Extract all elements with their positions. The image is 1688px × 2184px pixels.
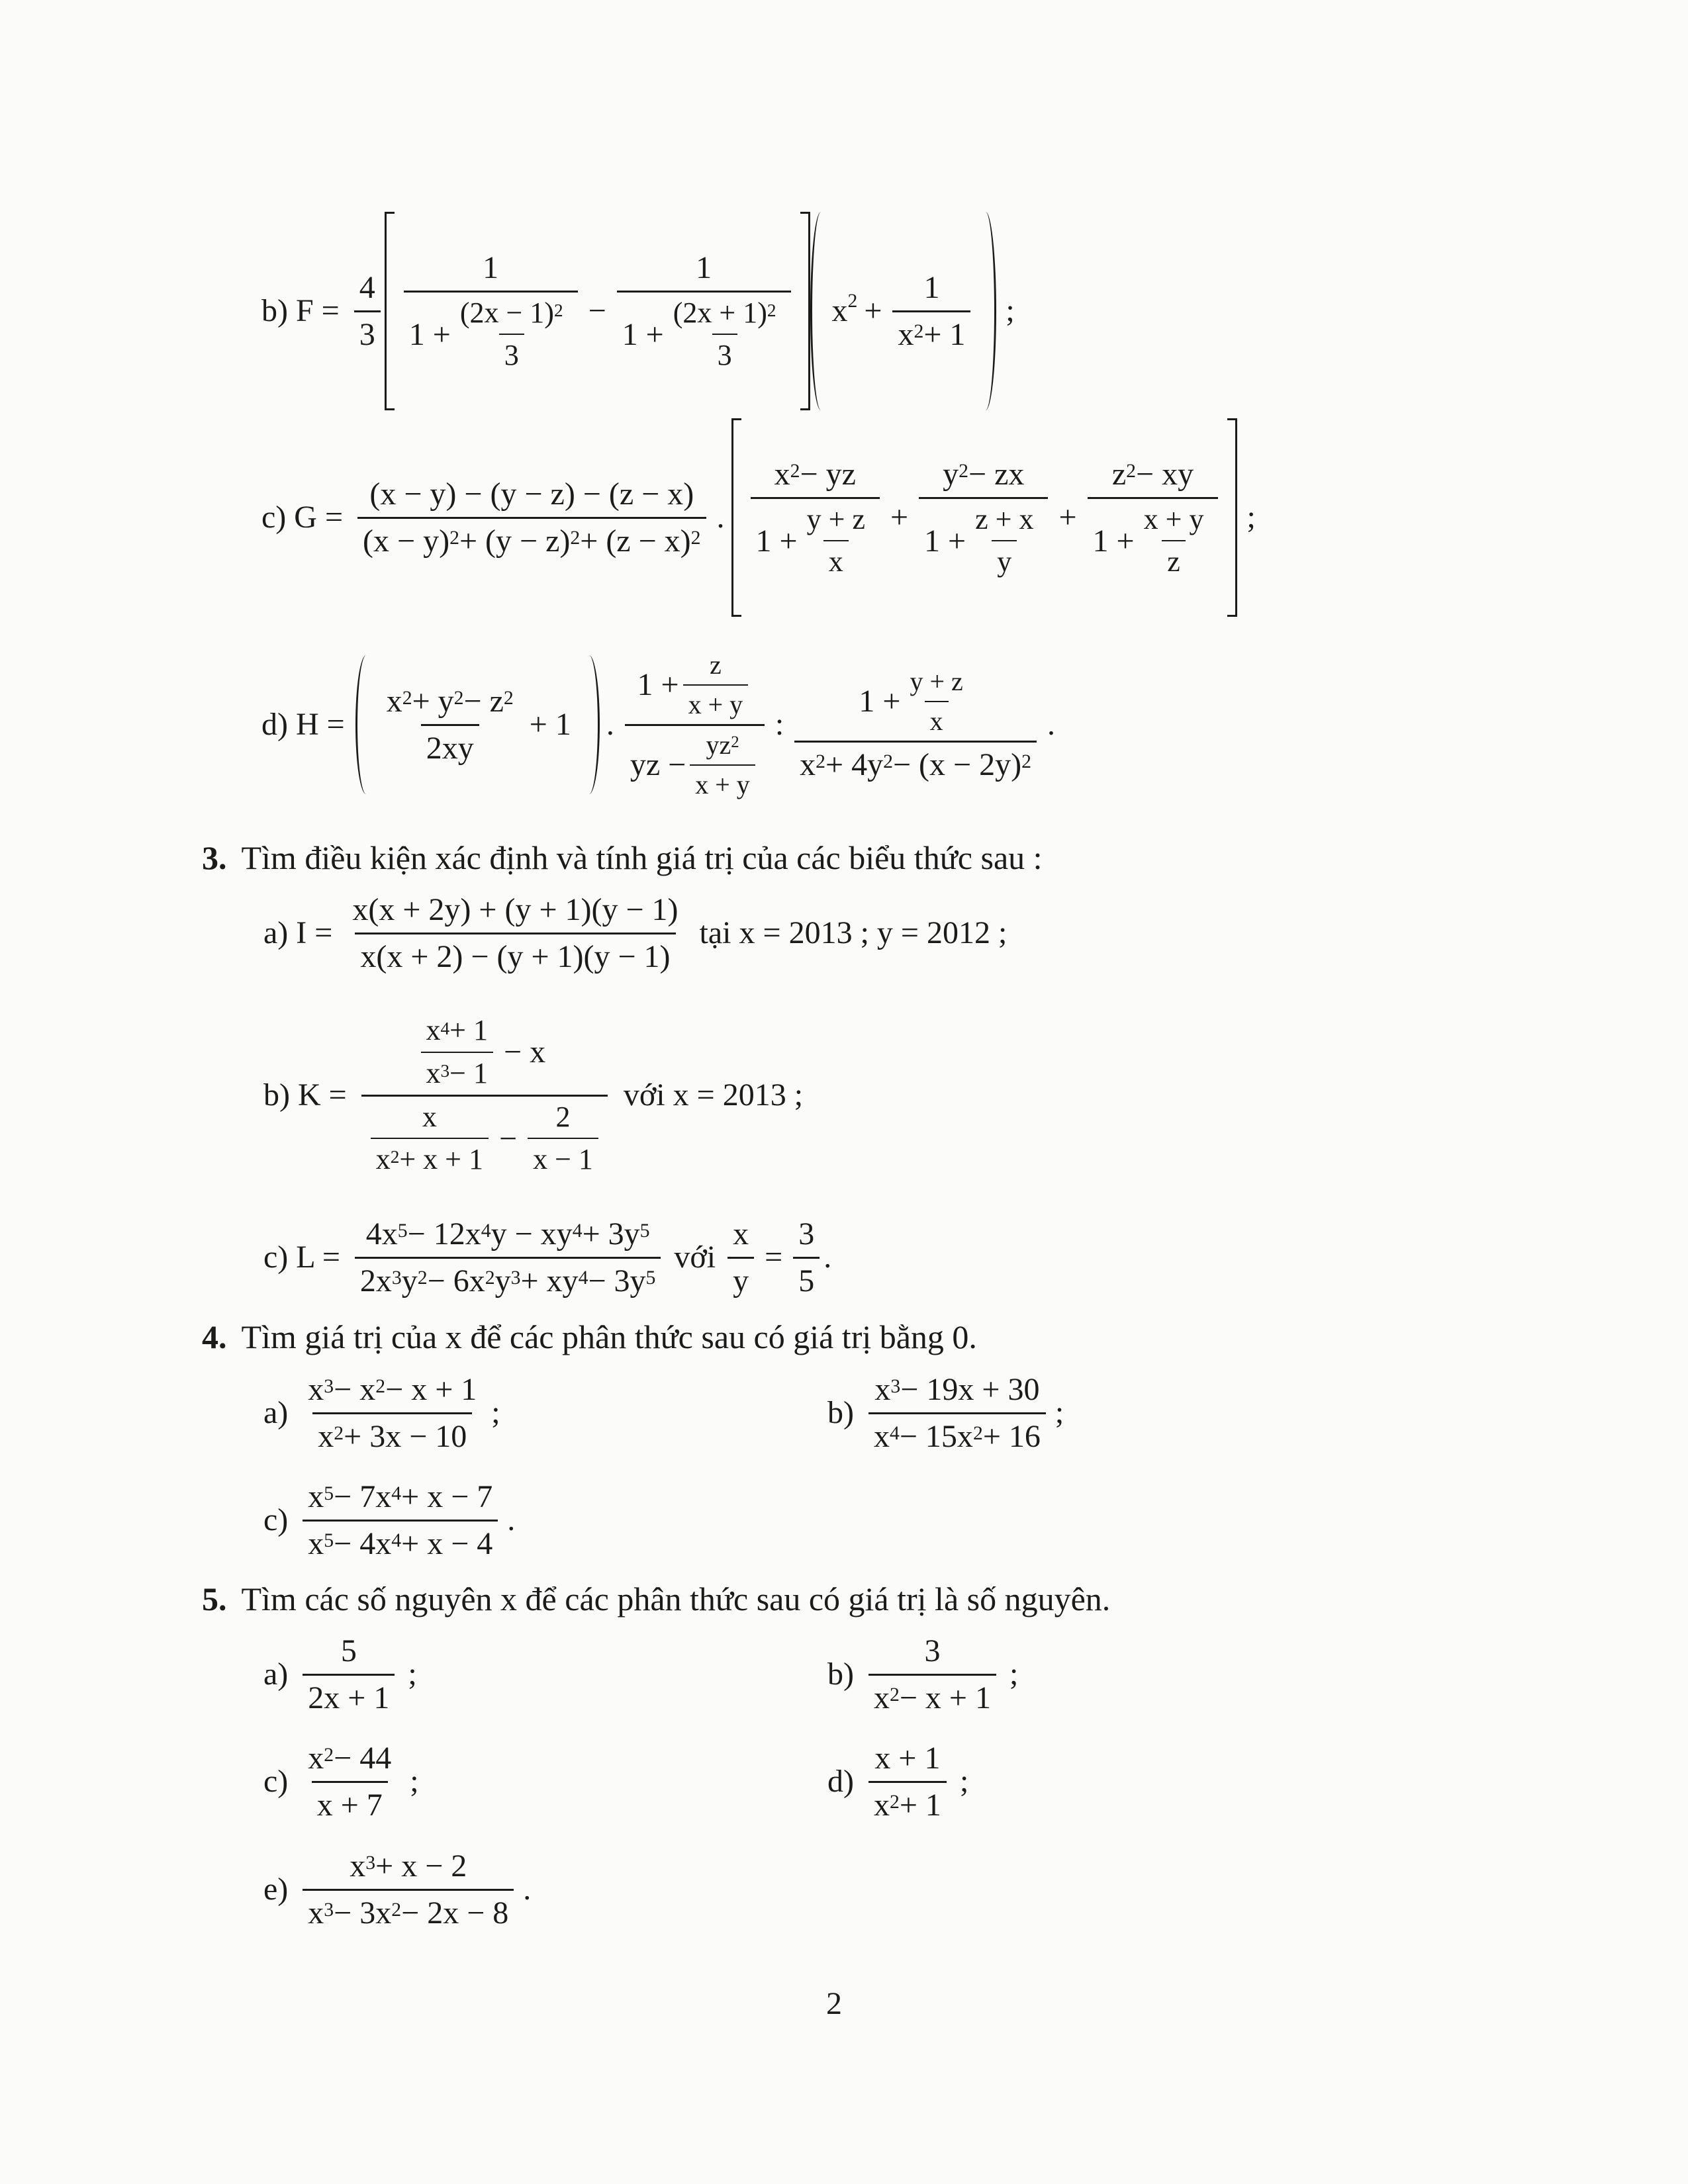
fraction-h-first: x $^2$ + y $^2$ − z $^2$ 2xy	[386, 684, 514, 766]
problem-5b: b) 3 x $^2$ − x + 1 ;	[827, 1633, 1019, 1715]
fraction-1-x2plus1: 1 x $^2$ + 1	[892, 269, 970, 352]
page-number: 2	[826, 1986, 842, 2021]
problem-5d-label: d)	[827, 1764, 854, 1799]
fraction-g-term-3: z $^2$ − xy 1 + x + y z	[1088, 456, 1219, 578]
fraction-5b: 3 x $^2$ − x + 1	[868, 1633, 996, 1715]
problem-4c: c) x $^5$ − 7x $^4$ + x − 7 x $^5$ − 4x $^4$ + x − 4 .	[263, 1479, 516, 1561]
problem-4a: a) x $^3$ − x $^2$ − x + 1 x $^2$ + 3x − 10 ;	[263, 1372, 500, 1454]
problem-5c: c) x $^2$ − 44 x + 7 ;	[263, 1741, 419, 1823]
problem-2b-label: b) F =	[261, 293, 340, 329]
problem-text: Tìm giá trị của x để các phân thức sau có giá trị bằng 0.	[241, 1318, 977, 1355]
left-paren	[810, 212, 828, 410]
fraction-g-term-1: x $^2$ − yz 1 + y + z x	[751, 456, 880, 578]
problem-2b: b) F = $\frac{4}{3}$ 1 1 + (2x − 1) $^2$ 3 − 1 1 + (2x + 1) $^2$ 3 $x^2$ + 1 x $^2$ + 1 ;	[261, 212, 1015, 410]
problem-4c-label: c)	[263, 1502, 289, 1538]
fraction-g-main: (x − y) − (y − z) − (z − x) (x − y) $^2$ + (y − z) $^2$ + (z − x) $^2$	[357, 476, 706, 559]
fraction-5a: 5 2x + 1	[303, 1633, 395, 1715]
left-bracket	[731, 418, 741, 617]
fraction-4-3: $\frac{4}{3}$	[354, 269, 381, 352]
problem-2d: d) H = x $^2$ + y $^2$ − z $^2$ 2xy + 1 . 1 + z x + y yz − yz $^2$ x + y : 1 + y + z x x $^2$ + 4y $^2$ − (x − 2y) $^2$ .	[261, 649, 1055, 799]
problem-text: Tìm các số nguyên x để các phân thức sau có giá trị là số nguyên.	[241, 1580, 1111, 1617]
problem-2c: c) G = (x − y) − (y − z) − (z − x) (x − y) $^2$ + (y − z) $^2$ + (z − x) $^2$ . x $^2$ − yz 1 + y + z x + y $^2$ − zx 1 + z + x y + z $^2$ − xy 1 + x + y z ;	[261, 418, 1256, 617]
fraction-x-y: $\frac{x}{y}$	[727, 1216, 754, 1298]
left-paren	[355, 655, 373, 794]
problem-4b: b) x $^3$ − 19x + 30 x $^4$ − 15x $^2$ + 16 ;	[827, 1372, 1064, 1454]
problem-3-heading	[202, 839, 1043, 878]
problem-5e-label: e)	[263, 1872, 289, 1907]
problem-5c-label: c)	[263, 1764, 289, 1799]
problem-3a-label: a) I =	[263, 915, 333, 951]
problem-5e: e) x $^3$ + x − 2 x $^3$ − 3x $^2$ − 2x − 8 .	[263, 1848, 532, 1931]
problem-3c: c) L = 4x $^5$ − 12x $^4$ y − xy $^4$ + 3y $^5$ 2x $^3$ y $^2$ − 6x $^2$ y $^3$ + xy $^4$ − 3y $^5$ với $\frac{x}{y}$ = $\frac{3}{5}$ .	[263, 1216, 832, 1298]
problem-3c-label: c) L =	[263, 1240, 340, 1275]
fraction-h-third: 1 + y + z x x $^2$ + 4y $^2$ − (x − 2y) $^2$	[794, 666, 1037, 783]
problem-5a: a) 5 2x + 1 ;	[263, 1633, 417, 1715]
problem-number: 3.	[202, 839, 227, 876]
problem-5a-label: a)	[263, 1657, 289, 1692]
fraction-term-1: 1 1 + (2x − 1) $^2$ 3	[404, 250, 578, 372]
problem-2c-label: c) G =	[261, 500, 344, 535]
fraction-5d: x + 1 x $^2$ + 1	[868, 1740, 947, 1823]
problem-5d: d) x + 1 x $^2$ + 1 ;	[827, 1741, 969, 1823]
problem-number: 4.	[202, 1318, 227, 1355]
problem-3b-condition: với x = 2013 ;	[623, 1077, 804, 1113]
problem-5b-label: b)	[827, 1657, 854, 1692]
problem-3a-condition: tại x = 2013 ; y = 2012 ;	[699, 915, 1008, 951]
problem-2d-label: d) H =	[261, 707, 345, 743]
problem-number: 5.	[202, 1580, 227, 1617]
fraction-4c: x $^5$ − 7x $^4$ + x − 7 x $^5$ − 4x $^4$ + x − 4	[303, 1479, 498, 1561]
fraction-5c: x $^2$ − 44 x + 7	[308, 1741, 392, 1823]
problem-4-heading	[202, 1318, 977, 1357]
fraction-5e: x $^3$ + x − 2 x $^3$ − 3x $^2$ − 2x − 8	[303, 1848, 514, 1931]
fraction-3-5: $\frac{3}{5}$	[793, 1216, 820, 1298]
right-paren	[582, 655, 600, 794]
problem-4a-label: a)	[263, 1395, 289, 1431]
right-paren	[978, 212, 996, 410]
fraction-l: 4x $^5$ − 12x $^4$ y − xy $^4$ + 3y $^5$ 2x $^3$ y $^2$ − 6x $^2$ y $^3$ + xy $^4$ − 3y $^5$	[355, 1216, 661, 1298]
fraction-4b: x $^3$ − 19x + 30 x $^4$ − 15x $^2$ + 16	[868, 1371, 1046, 1454]
right-bracket	[800, 212, 810, 410]
problem-text: Tìm điều kiện xác định và tính giá trị của các biểu thức sau :	[241, 839, 1043, 876]
problem-3a	[263, 884, 1007, 983]
right-bracket	[1227, 418, 1237, 617]
fraction-4a: x $^3$ − x $^2$ − x + 1 x $^2$ + 3x − 10	[308, 1372, 477, 1454]
fraction-g-term-2: y $^2$ − zx 1 + z + x y	[919, 456, 1048, 578]
problem-3b	[263, 993, 803, 1198]
problem-3c-condition: với	[674, 1240, 716, 1275]
problem-4b-label: b)	[827, 1395, 854, 1431]
fraction-k: x $^4$ + 1 x $^3$ − 1 − x x x $^2$ + x + 1 − $\frac{2}{x - 1}$	[361, 1014, 608, 1176]
problem-5-heading	[202, 1580, 1110, 1619]
problem-3b-label: b) K =	[263, 1077, 347, 1113]
fraction-h-second: 1 + z x + y yz − yz $^2$ x + y	[625, 650, 765, 800]
fraction-i: $\frac{x(x + 2y) + (y + 1)(y - 1)}{x(x + 2) - (y + 1)(y - 1)}$	[352, 892, 679, 974]
fraction-term-2: 1 1 + (2x + 1) $^2$ 3	[617, 250, 791, 372]
left-bracket	[385, 212, 395, 410]
